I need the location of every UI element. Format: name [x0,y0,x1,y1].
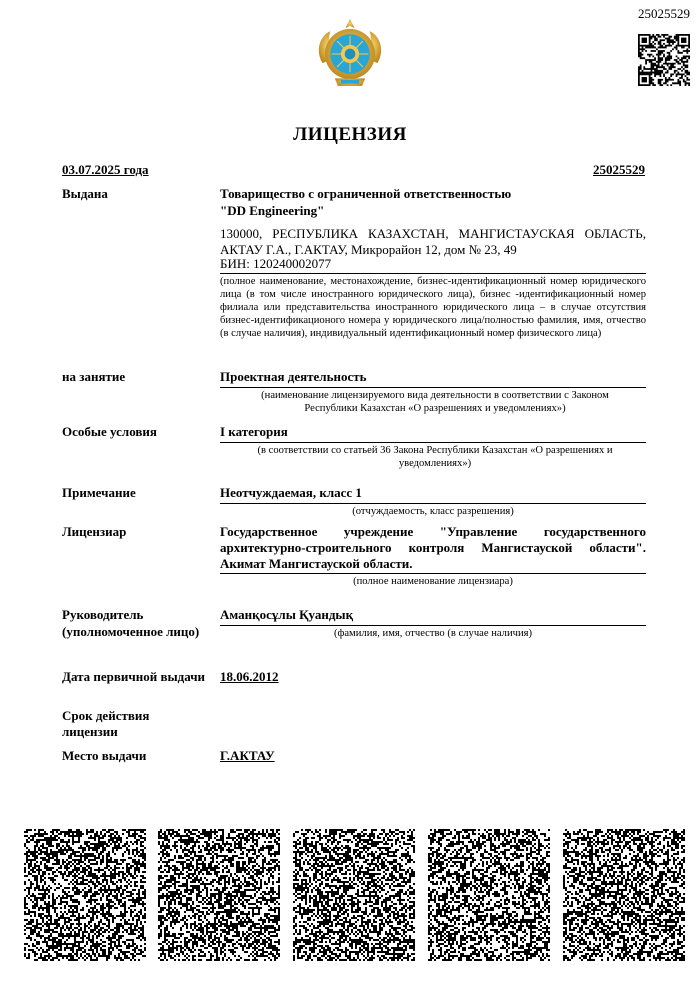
qr-code-icon [24,829,146,961]
conditions-underline [220,442,646,443]
first-issue-value: 18.06.2012 [220,669,279,684]
license-number: 25025529 [593,162,645,177]
qr-code-icon [293,829,415,961]
licensor-label: Лицензиар [62,524,127,539]
note-underline [220,503,646,504]
validity-label-line2: лицензии [62,724,118,739]
validity-label-line1: Срок действия [62,708,150,723]
issued-underline [220,273,646,274]
org-bin: БИН: 120240002077 [220,256,332,271]
page-title: ЛИЦЕНЗИЯ [293,124,407,145]
issued-label: Выдана [62,186,108,201]
org-name-line1: Товарищество с ограниченной ответственностью [220,186,512,201]
activity-value: Проектная деятельность [220,369,367,384]
activity-hint: (наименование лицензируемого вида деятельности в соответствии с Законом Республики Казахстан «О разрешениях и уведомлениях») [261,390,609,414]
activity-label: на занятие [62,369,126,384]
place-value: Г.АКТАУ [220,748,275,763]
head-value: Аманқосұлы Қуандық [220,607,354,622]
head-underline [220,625,646,626]
activity-underline [220,387,646,388]
note-hint: (отчуждаемость, класс разрешения) [352,506,514,517]
conditions-value: I категория [220,424,288,439]
qr-code-icon [158,829,280,961]
issued-hint: (полное наименование, местонахождение, бизнес-идентификационный номер юридического лица (в том числе иностранного юридического лица), бизнес -идентификационный номер филиала или представительства иностранного юридического лица – в случае отсутствия бизнес-идентификационого номера у юридического лица/полностью фамилия, имя, отчество (в случае наличия), индивидуальный идентификационный номер физического лица) [220,276,646,339]
place-label: Место выдачи [62,748,147,763]
qr-code-row [24,829,676,961]
note-label: Примечание [62,485,136,500]
document-number-top: 25025529 [638,6,690,21]
note-value: Неотчуждаемая, класс 1 [220,485,362,500]
licensor-hint: (полное наименование лицензиара) [353,576,513,587]
first-issue-label: Дата первичной выдачи [62,669,206,684]
head-hint: (фамилия, имя, отчество (в случае наличия) [333,628,533,639]
state-emblem-icon [312,16,388,92]
conditions-hint: (в соответствии со статьей 36 Закона Республики Казахстан «О разрешениях и уведомлениях») [257,445,613,469]
org-address: 130000, РЕСПУБЛИКА КАЗАХСТАН, МАНГИСТАУСКАЯ ОБЛАСТЬ, АКТАУ Г.А., Г.АКТАУ, Микрорайон 12, дом № 23, 49 [220,226,646,257]
qr-code-icon [428,829,550,961]
licensor-underline [220,573,646,574]
issue-date: 03.07.2025 года [62,162,149,177]
licensor-value: Государственное учреждение "Управление государственного архитектурно-строительного контроля Мангистауской области". Акимат Мангистауской области. [220,524,646,571]
qr-code-icon [638,34,690,86]
head-label-line2: (уполномоченное лицо) [62,624,200,639]
qr-code-icon [563,829,685,961]
conditions-label: Особые условия [62,424,157,439]
head-label-line1: Руководитель [62,607,144,622]
org-name-line2: "DD Engineering" [220,203,325,218]
